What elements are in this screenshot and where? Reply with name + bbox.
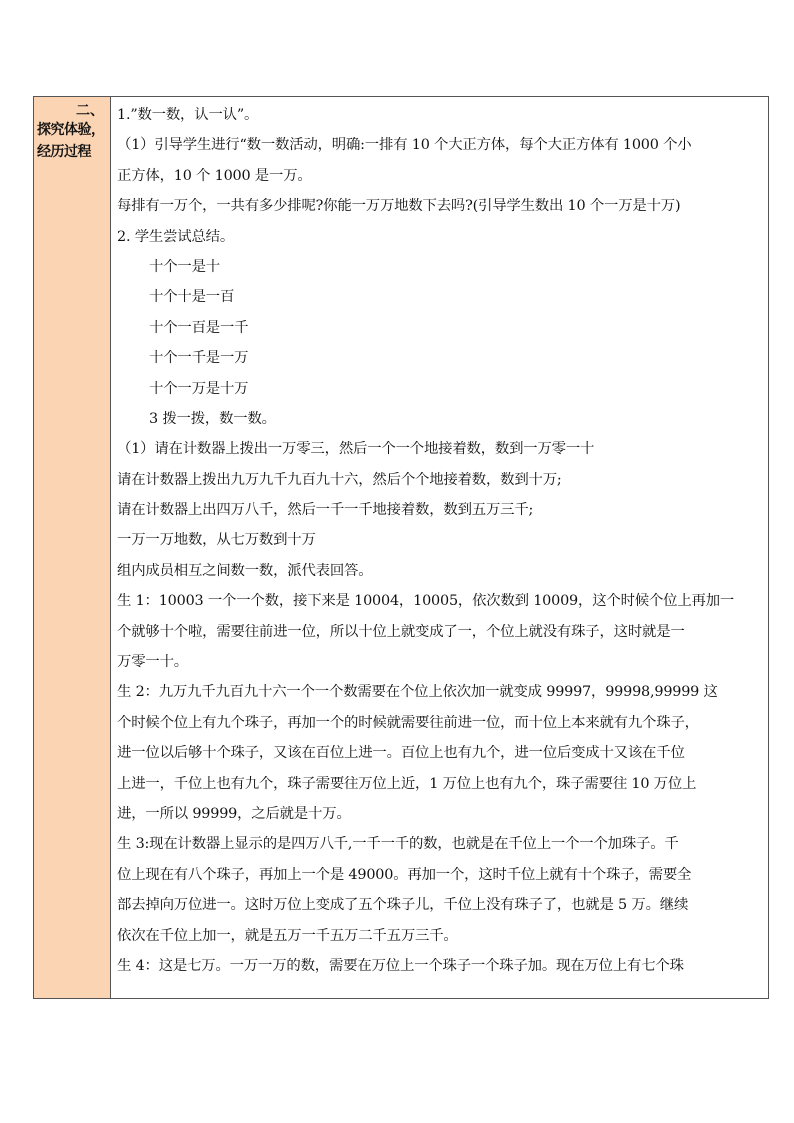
summary-line: 十个一百是一千 — [149, 319, 249, 336]
text-line: 一万一万地数，从七万数到十万 — [117, 532, 316, 549]
student-answer-line: 个就够十个啦，需要往前进一位，所以十位上就变成了一，个位上就没有珠子，这时就是一 — [117, 623, 685, 640]
lesson-table — [33, 96, 769, 999]
summary-line: 十个一千是一万 — [149, 350, 249, 367]
text-line: 正方体，10 个 1000 是一万。 — [117, 167, 312, 184]
stage-header-cell — [34, 97, 111, 998]
summary-line: 十个一万是十万 — [149, 380, 249, 397]
content-cell — [111, 97, 768, 998]
student-answer-line: 生 1：10003 一个一个数，接下来是 10004，10005，依次数到 10009，这个时候个位上再加一 — [117, 593, 735, 610]
student-answer-line: 万零一十。 — [117, 654, 188, 671]
text-line: （1）请在计数器上拨出一万零三，然后一个一个地接着数，数到一万零一十 — [117, 441, 595, 458]
student-answer-line: 位上现在有八个珠子，再加上一个是 49000。再加一个，这时千位上就有十个珠子，需要全 — [117, 866, 692, 883]
text-line: （1）引导学生进行“数一数活动，明确:一排有 10 个大正方体，每个大正方体有 1000 个小 — [117, 137, 692, 154]
student-answer-line: 进，一所以 99999，之后就是十万。 — [117, 805, 351, 822]
text-line: 组内成员相互之间数一数，派代表回答。 — [117, 562, 373, 579]
step-heading: 2. 学生尝试总结。 — [117, 228, 235, 245]
student-answer-line: 依次在千位上加一，就是五万一千五万二千五万三千。 — [117, 927, 458, 944]
stage-title-line: 探究体验， — [37, 122, 105, 138]
step-heading: 1.”数一数，认一认”。 — [117, 107, 259, 123]
stage-title — [37, 119, 109, 163]
stage-title-line: 经历过程 — [37, 144, 91, 160]
student-answer-line: 生 4：这是七万。一万一万的数，需要在万位上一个珠子一个珠子加。现在万位上有七个珠 — [117, 957, 684, 974]
text-line: 每排有一万个，一共有多少排呢?你能一万万地数下去吗?(引导学生数出 10 个一万是十万) — [117, 198, 681, 215]
student-answer-line: 生 3:现在计数器上显示的是四万八千,一千一千的数，也就是在千位上一个一个加珠子。千 — [117, 836, 679, 853]
summary-line: 十个十是一百 — [149, 289, 235, 306]
student-answer-line: 进一位以后够十个珠子，又该在百位上进一。百位上也有九个，进一位后变成十又该在千位 — [117, 745, 685, 762]
student-answer-line: 个时候个位上有九个珠子，再加一个的时候就需要往前进一位，而十位上本来就有九个珠子， — [117, 714, 699, 731]
stage-number: 二、 — [76, 103, 104, 119]
step-heading: 3 拨一拨，数一数。 — [149, 410, 276, 427]
student-answer-line: 上进一，千位上也有九个，珠子需要往万位上近，1 万位上也有九个，珠子需要往 10 万位上 — [117, 775, 697, 792]
student-answer-line: 部去掉向万位进一。这时万位上变成了五个珠子儿，千位上没有珠子了，也就是 5 万。继续 — [117, 897, 689, 914]
summary-line: 十个一是十 — [149, 258, 220, 275]
student-answer-line: 生 2：九万九千九百九十六一个一个数需要在个位上依次加一就变成 99997，99998,99999 这 — [117, 684, 718, 701]
text-line: 请在计数器上拨出九万九千九百九十六，然后个个地接着数，数到十万; — [117, 471, 562, 488]
text-line: 请在计数器上出四万八千，然后一千一千地接着数，数到五万三千; — [117, 502, 534, 519]
